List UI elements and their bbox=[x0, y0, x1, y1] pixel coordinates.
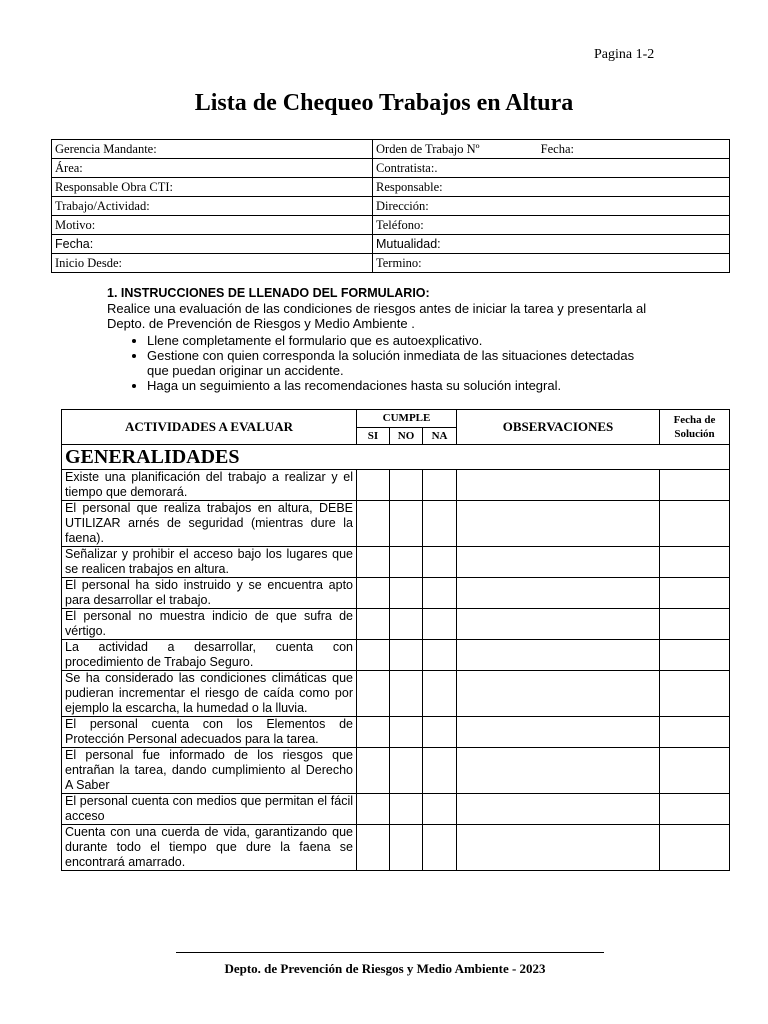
info-cell[interactable]: Fecha: bbox=[52, 235, 373, 254]
instructions-list bbox=[107, 333, 647, 393]
col-si: SI bbox=[357, 427, 390, 445]
no-cell[interactable] bbox=[390, 794, 423, 825]
observaciones-cell[interactable] bbox=[457, 547, 660, 578]
si-cell[interactable] bbox=[357, 547, 390, 578]
info-cell[interactable]: Teléfono: bbox=[373, 216, 730, 235]
no-cell[interactable] bbox=[390, 470, 423, 501]
fecha-cell[interactable] bbox=[660, 470, 730, 501]
fecha-cell[interactable] bbox=[660, 501, 730, 547]
fecha-cell[interactable] bbox=[660, 748, 730, 794]
na-cell[interactable] bbox=[423, 609, 457, 640]
info-row bbox=[52, 178, 730, 197]
si-cell[interactable] bbox=[357, 717, 390, 748]
checklist-table bbox=[61, 409, 730, 871]
table-row bbox=[62, 470, 730, 501]
info-cell[interactable]: Gerencia Mandante: bbox=[52, 140, 373, 159]
activity-cell: El personal ha sido instruido y se encuentra apto para desarrollar el trabajo. bbox=[62, 578, 357, 609]
activity-cell: La actividad a desarrollar, cuenta con procedimiento de Trabajo Seguro. bbox=[62, 640, 357, 671]
fecha-cell[interactable] bbox=[660, 578, 730, 609]
info-cell[interactable]: Termino: bbox=[373, 254, 730, 273]
table-row bbox=[62, 748, 730, 794]
info-cell[interactable]: Responsable Obra CTI: bbox=[52, 178, 373, 197]
col-fecha-solucion: Fecha de Solución bbox=[660, 410, 730, 445]
fecha-cell[interactable] bbox=[660, 547, 730, 578]
col-activities: ACTIVIDADES A EVALUAR bbox=[62, 410, 357, 445]
fecha-cell[interactable] bbox=[660, 825, 730, 871]
info-row bbox=[52, 197, 730, 216]
activity-cell: Cuenta con una cuerda de vida, garantizando que durante todo el tiempo que dure la faena se encontrará amarrado. bbox=[62, 825, 357, 871]
info-cell[interactable]: Contratista:. bbox=[373, 159, 730, 178]
observaciones-cell[interactable] bbox=[457, 470, 660, 501]
table-row bbox=[62, 547, 730, 578]
si-cell[interactable] bbox=[357, 825, 390, 871]
table-row bbox=[62, 717, 730, 748]
info-label: Fecha: bbox=[540, 142, 574, 156]
info-cell[interactable] bbox=[373, 140, 730, 159]
observaciones-cell[interactable] bbox=[457, 748, 660, 794]
no-cell[interactable] bbox=[390, 825, 423, 871]
col-na: NA bbox=[423, 427, 457, 445]
table-row bbox=[62, 578, 730, 609]
no-cell[interactable] bbox=[390, 640, 423, 671]
na-cell[interactable] bbox=[423, 640, 457, 671]
na-cell[interactable] bbox=[423, 547, 457, 578]
info-cell[interactable]: Responsable: bbox=[373, 178, 730, 197]
activity-cell: El personal cuenta con los Elementos de Protección Personal adecuados para la tarea. bbox=[62, 717, 357, 748]
table-row bbox=[62, 501, 730, 547]
info-row bbox=[52, 235, 730, 254]
na-cell[interactable] bbox=[423, 578, 457, 609]
si-cell[interactable] bbox=[357, 794, 390, 825]
col-cumple: CUMPLE bbox=[357, 410, 457, 428]
no-cell[interactable] bbox=[390, 501, 423, 547]
si-cell[interactable] bbox=[357, 578, 390, 609]
observaciones-cell[interactable] bbox=[457, 825, 660, 871]
footer-text: Depto. de Prevención de Riesgos y Medio Ambiente - 2023 bbox=[224, 961, 546, 976]
na-cell[interactable] bbox=[423, 825, 457, 871]
observaciones-cell[interactable] bbox=[457, 717, 660, 748]
instruction-item: • Llene completamente el formulario que es autoexplicativo. bbox=[147, 333, 647, 348]
info-cell[interactable]: Inicio Desde: bbox=[52, 254, 373, 273]
info-row bbox=[52, 140, 730, 159]
instruction-item: • Gestione con quien corresponda la solución inmediata de las situaciones detectadas que puedan originar un accidente. bbox=[147, 348, 647, 378]
observaciones-cell[interactable] bbox=[457, 501, 660, 547]
table-row bbox=[62, 609, 730, 640]
instructions-heading: 1. INSTRUCCIONES DE LLENADO DEL FORMULARIO: bbox=[107, 286, 430, 300]
no-cell[interactable] bbox=[390, 748, 423, 794]
na-cell[interactable] bbox=[423, 470, 457, 501]
observaciones-cell[interactable] bbox=[457, 794, 660, 825]
observaciones-cell[interactable] bbox=[457, 640, 660, 671]
activity-cell: El personal no muestra indicio de que sufra de vértigo. bbox=[62, 609, 357, 640]
activity-cell: Existe una planificación del trabajo a realizar y el tiempo que demorará. bbox=[62, 470, 357, 501]
si-cell[interactable] bbox=[357, 501, 390, 547]
info-cell[interactable]: Motivo: bbox=[52, 216, 373, 235]
no-cell[interactable] bbox=[390, 578, 423, 609]
na-cell[interactable] bbox=[423, 717, 457, 748]
table-row bbox=[62, 640, 730, 671]
activity-cell: Señalizar y prohibir el acceso bajo los lugares que se realicen trabajos en altura. bbox=[62, 547, 357, 578]
col-no: NO bbox=[390, 427, 423, 445]
observaciones-cell[interactable] bbox=[457, 609, 660, 640]
col-observaciones: OBSERVACIONES bbox=[457, 410, 660, 445]
si-cell[interactable] bbox=[357, 609, 390, 640]
page-number: Pagina 1-2 bbox=[594, 47, 655, 62]
no-cell[interactable] bbox=[390, 717, 423, 748]
info-row bbox=[52, 159, 730, 178]
document-title: Lista de Chequeo Trabajos en Altura bbox=[194, 90, 574, 116]
fecha-cell[interactable] bbox=[660, 671, 730, 717]
si-cell[interactable] bbox=[357, 671, 390, 717]
activity-cell: El personal fue informado de los riesgos que entrañan la tarea, dando cumplimiento al Derecho A Saber bbox=[62, 748, 357, 794]
no-cell[interactable] bbox=[390, 609, 423, 640]
activity-cell: Se ha considerado las condiciones climáticas que pudieran incrementar el riesgo de caída como por ejemplo la escarcha, la humedad o la lluvia. bbox=[62, 671, 357, 717]
fecha-cell[interactable] bbox=[660, 717, 730, 748]
instruction-item: • Haga un seguimiento a las recomendaciones hasta su solución integral. bbox=[147, 378, 647, 393]
table-row bbox=[62, 794, 730, 825]
info-label: Orden de Trabajo Nº bbox=[376, 142, 480, 156]
footer-divider bbox=[176, 952, 604, 953]
activity-cell: El personal cuenta con medios que permitan el fácil acceso bbox=[62, 794, 357, 825]
table-row bbox=[62, 671, 730, 717]
info-row bbox=[52, 216, 730, 235]
na-cell[interactable] bbox=[423, 671, 457, 717]
na-cell[interactable] bbox=[423, 794, 457, 825]
fecha-cell[interactable] bbox=[660, 794, 730, 825]
no-cell[interactable] bbox=[390, 671, 423, 717]
observaciones-cell[interactable] bbox=[457, 578, 660, 609]
si-cell[interactable] bbox=[357, 748, 390, 794]
fecha-cell[interactable] bbox=[660, 609, 730, 640]
info-cell[interactable]: Área: bbox=[52, 159, 373, 178]
section-title: GENERALIDADES bbox=[62, 445, 730, 470]
table-row bbox=[62, 825, 730, 871]
observaciones-cell[interactable] bbox=[457, 671, 660, 717]
instructions-block bbox=[107, 286, 647, 393]
info-cell[interactable]: Mutualidad: bbox=[373, 235, 730, 254]
info-cell[interactable]: Trabajo/Actividad: bbox=[52, 197, 373, 216]
info-cell[interactable]: Dirección: bbox=[373, 197, 730, 216]
instructions-intro: Realice una evaluación de las condiciones de riesgos antes de iniciar la tarea y presentarla al Depto. de Prevención de Riesgos y Medio Ambiente . bbox=[107, 301, 647, 331]
info-row bbox=[52, 254, 730, 273]
na-cell[interactable] bbox=[423, 501, 457, 547]
activity-cell: El personal que realiza trabajos en altura, DEBE UTILIZAR arnés de seguridad (mientras dure la faena). bbox=[62, 501, 357, 547]
si-cell[interactable] bbox=[357, 470, 390, 501]
info-table bbox=[51, 139, 730, 273]
fecha-cell[interactable] bbox=[660, 640, 730, 671]
no-cell[interactable] bbox=[390, 547, 423, 578]
na-cell[interactable] bbox=[423, 748, 457, 794]
si-cell[interactable] bbox=[357, 640, 390, 671]
